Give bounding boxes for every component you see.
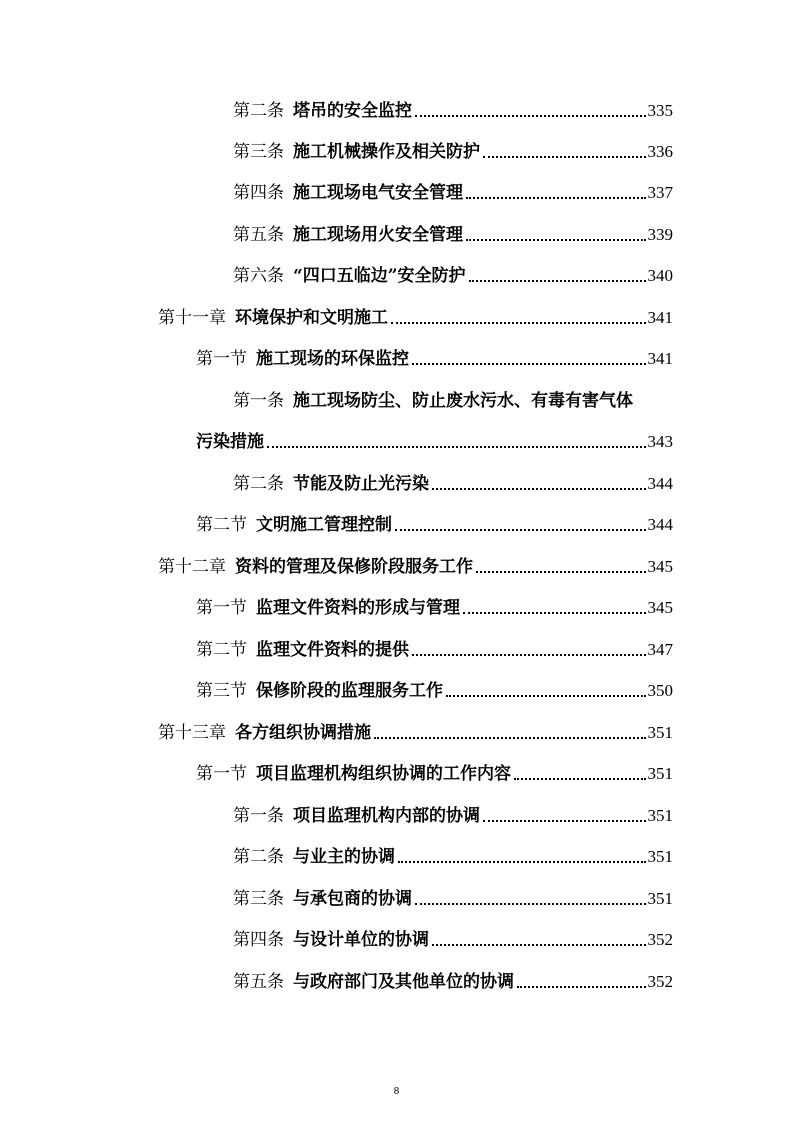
toc-entry-page: 352 [647, 930, 673, 949]
toc-entry-page: 344 [647, 515, 673, 534]
toc-entry[interactable] [196, 506, 673, 536]
toc-entry-page: 343 [647, 432, 673, 451]
toc-entry-page: 336 [647, 142, 673, 161]
toc-entry-page: 340 [647, 266, 673, 285]
toc-entry-title: 项目监理机构组织协调的工作内容 [256, 764, 511, 784]
toc-entry-title: 资料的管理及保修阶段服务工作 [235, 557, 473, 577]
toc-entry-label: 第十三章 [158, 723, 226, 743]
dot-leader [412, 654, 646, 656]
toc-entry-title: 各方组织协调措施 [235, 723, 371, 743]
dot-leader [432, 488, 646, 490]
toc-entry[interactable] [233, 963, 673, 993]
toc-entry-page: 341 [647, 308, 673, 327]
toc-entry-title: 监理文件资料的形成与管理 [256, 598, 460, 618]
toc-entry[interactable] [233, 92, 673, 122]
dot-leader [267, 446, 646, 448]
toc-entry[interactable] [233, 465, 673, 495]
dot-leader [463, 612, 646, 614]
toc-entry-label: 第二条 [233, 474, 284, 494]
toc-entry-label: 第一节 [196, 349, 247, 369]
toc-entry[interactable] [158, 299, 673, 329]
dot-leader [395, 529, 646, 531]
toc-entry-title: 文明施工管理控制 [256, 515, 392, 535]
toc-entry-label: 第十一章 [158, 308, 226, 328]
toc-entry-title: 环境保护和文明施工 [235, 308, 388, 328]
toc-entry-continuation[interactable] [196, 423, 673, 453]
toc-entry[interactable] [233, 382, 673, 412]
dot-leader [476, 571, 646, 573]
toc-entry-title: 与设计单位的协调 [293, 930, 429, 950]
toc-entry[interactable] [196, 755, 673, 785]
dot-leader [391, 322, 646, 324]
toc-entry[interactable] [196, 672, 673, 702]
toc-entry-page: 345 [647, 557, 673, 576]
toc-entry-title: 与政府部门及其他单位的协调 [293, 972, 514, 992]
toc-entry[interactable] [196, 340, 673, 370]
dot-leader [466, 239, 646, 241]
toc-entry-label: 第二节 [196, 640, 247, 660]
dot-leader [415, 903, 646, 905]
toc-entry-page: 351 [647, 723, 673, 742]
toc-entry[interactable] [233, 921, 673, 951]
toc-entry[interactable] [233, 174, 673, 204]
toc-entry[interactable] [233, 797, 673, 827]
toc-entry-page: 344 [647, 474, 673, 493]
dot-leader [412, 363, 646, 365]
toc-entry-title: 节能及防止光污染 [293, 474, 429, 494]
toc-entry-page: 341 [647, 349, 673, 368]
toc-entry-title: 与承包商的协调 [293, 889, 412, 909]
toc-entry-page: 351 [647, 806, 673, 825]
toc-entry-title: 施工机械操作及相关防护 [293, 142, 480, 162]
toc-entry-page: 347 [647, 640, 673, 659]
toc-entry[interactable] [158, 548, 673, 578]
toc-entry-page: 352 [647, 972, 673, 991]
toc-entry-title: 污染措施 [196, 432, 264, 452]
toc-entry-title: 施工现场用火安全管理 [293, 225, 463, 245]
toc-entry-label: 第五条 [233, 972, 284, 992]
toc-entry-page: 345 [647, 598, 673, 617]
dot-leader [398, 861, 646, 863]
toc-entry-page: 351 [647, 764, 673, 783]
toc-entry-label: 第四条 [233, 183, 284, 203]
toc-entry-label: 第一节 [196, 764, 247, 784]
toc-entry-label: 第三条 [233, 889, 284, 909]
dot-leader [514, 778, 646, 780]
toc-entry-label: 第四条 [233, 930, 284, 950]
toc-entry-title: 与业主的协调 [293, 847, 395, 867]
toc-entry-page: 339 [647, 225, 673, 244]
dot-leader [374, 737, 646, 739]
toc-entry-page: 337 [647, 183, 673, 202]
toc-entry-label: 第六条 [233, 266, 284, 286]
toc-entry-page: 335 [647, 101, 673, 120]
toc-entry-title: “四口五临边”安全防护 [293, 266, 466, 286]
toc-entry-label: 第一条 [233, 806, 284, 826]
page-number: 8 [393, 1085, 400, 1097]
toc-entry[interactable] [233, 838, 673, 868]
toc-entry-label: 第一节 [196, 598, 247, 618]
toc-entry-page: 351 [647, 847, 673, 866]
dot-leader [415, 115, 646, 117]
toc-entry[interactable] [158, 714, 673, 744]
toc-entry-title: 施工现场防尘、防止废水污水、有毒有害气体 [293, 391, 633, 411]
toc-entry-title: 保修阶段的监理服务工作 [256, 681, 443, 701]
toc-entry-title: 项目监理机构内部的协调 [293, 806, 480, 826]
table-of-contents [0, 92, 793, 1012]
dot-leader [483, 156, 646, 158]
toc-entry-label: 第五条 [233, 225, 284, 245]
toc-entry-label: 第一条 [233, 391, 284, 411]
toc-entry[interactable] [233, 216, 673, 246]
dot-leader [469, 280, 646, 282]
toc-entry[interactable] [233, 880, 673, 910]
toc-entry-label: 第二节 [196, 515, 247, 535]
toc-entry-title: 施工现场电气安全管理 [293, 183, 463, 203]
toc-entry-title: 施工现场的环保监控 [256, 349, 409, 369]
toc-entry[interactable] [233, 133, 673, 163]
dot-leader [517, 986, 646, 988]
toc-entry-label: 第十二章 [158, 557, 226, 577]
dot-leader [432, 944, 646, 946]
toc-entry-title: 监理文件资料的提供 [256, 640, 409, 660]
toc-entry[interactable] [196, 589, 673, 619]
toc-entry-label: 第二条 [233, 101, 284, 121]
toc-entry-page: 351 [647, 889, 673, 908]
toc-entry-label: 第二条 [233, 847, 284, 867]
toc-entry-label: 第三条 [233, 142, 284, 162]
toc-entry[interactable] [233, 257, 673, 287]
toc-entry-label: 第三节 [196, 681, 247, 701]
dot-leader [446, 695, 646, 697]
toc-entry-page: 350 [647, 681, 673, 700]
dot-leader [466, 197, 646, 199]
toc-entry[interactable] [196, 631, 673, 661]
dot-leader [483, 820, 646, 822]
toc-entry-title: 塔吊的安全监控 [293, 101, 412, 121]
